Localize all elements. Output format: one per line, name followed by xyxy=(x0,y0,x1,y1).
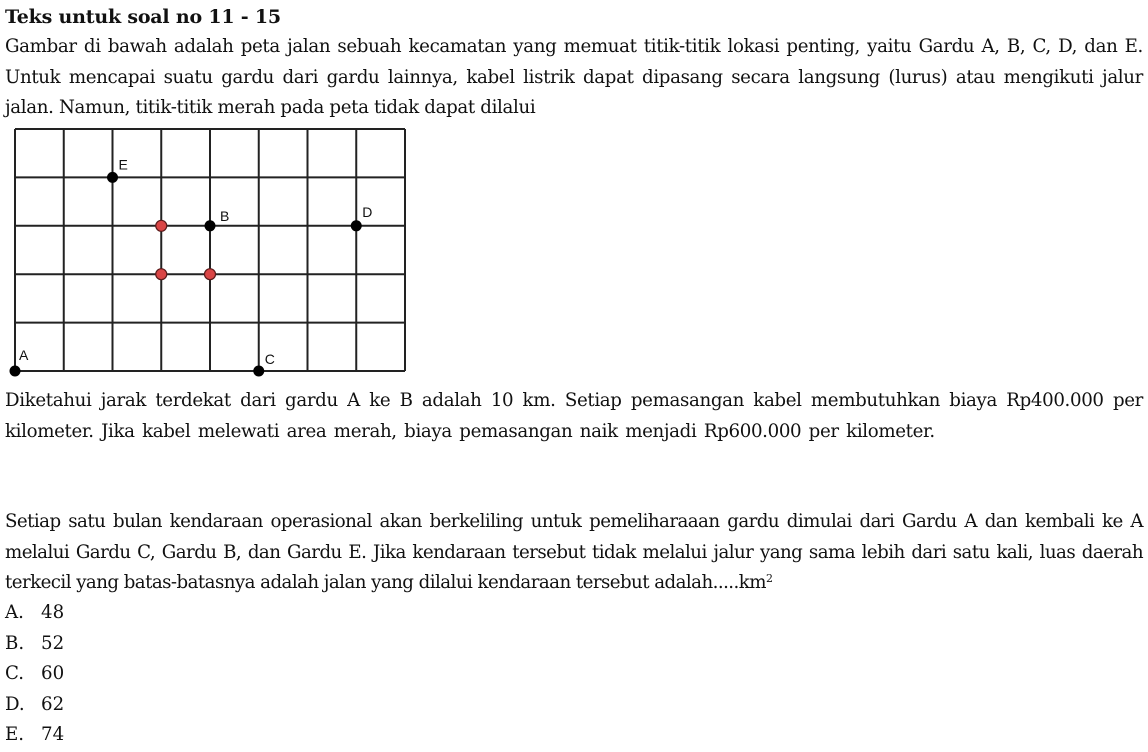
road-map-grid xyxy=(5,120,415,380)
intro-paragraph: Gambar di bawah adalah peta jalan sebuah kecamatan yang memuat titik-titik lokasi penting, yaitu Gardu A, B, C, D, dan E. Untuk mencapai suatu gardu dari gardu lainnya, kabel listrik dapat dipasang secara langsung (lurus) atau mengikuti jalur jalan. Namun, titik-titik merah pada peta tidak dapat dilalui xyxy=(5,36,1143,118)
option-e[interactable] xyxy=(5,720,64,751)
blocked-point xyxy=(156,269,167,280)
option-b[interactable] xyxy=(5,629,64,660)
option-a[interactable] xyxy=(5,598,64,629)
option-c[interactable] xyxy=(5,659,64,690)
gardu-b-label: B xyxy=(220,207,230,224)
info-paragraph: Diketahui jarak terdekat dari gardu A ke B adalah 10 km. Setiap pemasangan kabel membutuhkan biaya Rp400.000 per kilometer. Jika kabel melewati area merah, biaya pemasangan naik menjadi Rp600.000 per kilometer. xyxy=(5,390,1143,442)
blocked-point xyxy=(205,269,216,280)
gardu-d-label: D xyxy=(362,203,373,220)
gardu-a-label: A xyxy=(19,347,29,363)
blocked-point xyxy=(156,220,167,231)
gardu-b-point xyxy=(205,220,216,231)
option-value: 62 xyxy=(41,693,65,715)
option-letter: D. xyxy=(5,693,25,715)
option-value: 52 xyxy=(41,632,65,654)
option-letter: E. xyxy=(5,724,25,745)
road-map-figure xyxy=(5,120,415,380)
option-value: 60 xyxy=(41,663,65,684)
gardu-d-point xyxy=(351,220,362,231)
option-letter: C. xyxy=(5,663,25,684)
option-d[interactable] xyxy=(5,690,64,721)
gardu-e-label: E xyxy=(118,156,128,173)
gardu-e-point xyxy=(107,172,118,183)
gardu-a-point xyxy=(10,366,21,377)
option-letter: B. xyxy=(5,632,25,654)
question-paragraph xyxy=(5,507,1143,599)
gardu-c-point xyxy=(253,366,264,377)
option-value: 74 xyxy=(41,724,65,745)
option-value: 48 xyxy=(41,602,65,623)
question-text: Setiap satu bulan kendaraan operasional akan berkeliling untuk pemeliharaaan gardu dimulai dari Gardu A dan kembali ke A melalui Gardu C, Gardu B, dan Gardu E. Jika kendaraan tersebut tidak melalui jalur yang sama lebih dari satu kali, luas daerah terkecil yang batas-batasnya adalah jalan yang dilalui kendaraan tersebut adalah.....km xyxy=(5,511,1143,593)
answer-options xyxy=(5,598,64,751)
option-letter: A. xyxy=(5,602,24,623)
gardu-c-label: C xyxy=(264,351,275,367)
section-title: Teks untuk soal no 11 - 15 xyxy=(5,6,281,28)
unit-superscript: 2 xyxy=(765,572,773,585)
